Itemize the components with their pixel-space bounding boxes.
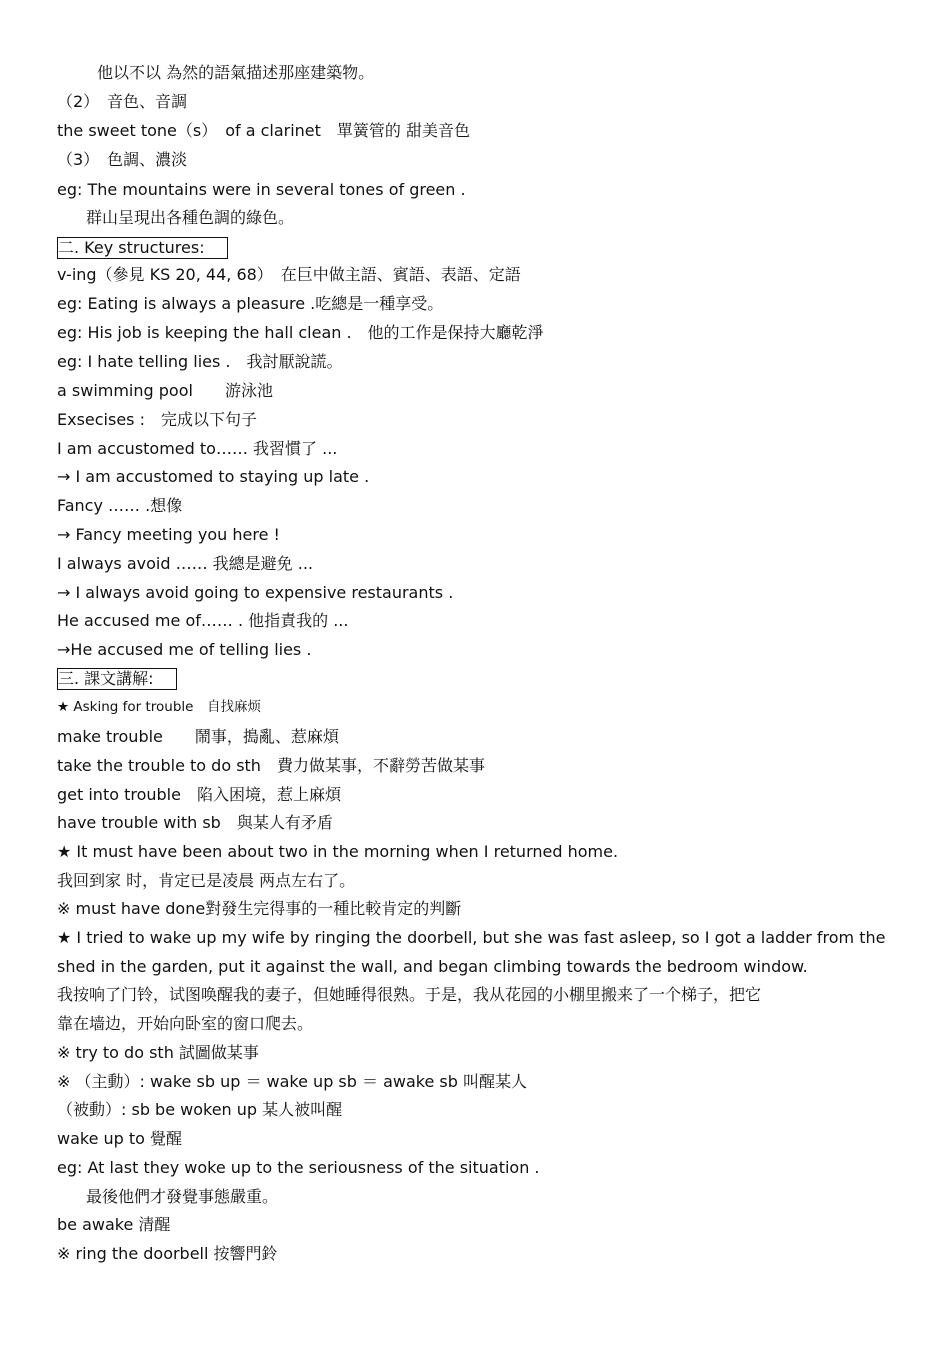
- text-line: get into trouble 陷入困境，惹上麻煩: [57, 785, 341, 804]
- sentence-line: ★ It must have been about two in the morning when I returned home.: [57, 842, 619, 861]
- text-line: Fancy …… .想像: [57, 496, 183, 515]
- text-line: be awake 清醒: [57, 1215, 171, 1234]
- text-line: I always avoid …… 我總是避免 ...: [57, 554, 314, 573]
- answer-line: →He accused me of telling lies .: [57, 640, 312, 659]
- example-line: eg: I hate telling lies . 我討厭說謊。: [57, 352, 343, 371]
- answer-line: → I am accustomed to staying up late .: [57, 467, 370, 486]
- boxed-heading: [57, 237, 228, 259]
- translation-line: 我回到家 时，肯定已是凌晨 两点左右了。: [57, 871, 356, 890]
- text-line: the sweet tone（s） of a clarinet 單簧管的 甜美音色: [57, 121, 471, 140]
- translation-line: 我按响了门铃，试图唤醒我的妻子，但她睡得很熟。于是，我从花园的小棚里搬来了一个梯子，把它: [57, 985, 762, 1004]
- example-line: eg: His job is keeping the hall clean . 他的工作是保持大廳乾淨: [57, 323, 544, 342]
- text-line: Exsecises : 完成以下句子: [57, 410, 257, 429]
- sentence-line: ★ I tried to wake up my wife by ringing the doorbell, but she was fast asleep, so I got a ladder from the: [57, 928, 886, 947]
- note-line: ※ try to do sth 試圖做某事: [57, 1043, 259, 1062]
- text-line: 他以不以 為然的語氣描述那座建築物。: [97, 63, 375, 82]
- translation-line: 群山呈現出各種色調的綠色。: [86, 208, 295, 227]
- translation-line: 最後他們才發覺事態嚴重。: [86, 1187, 279, 1206]
- topic-line: ★ Asking for trouble 自找麻烦: [57, 699, 261, 715]
- note-line: ※ （主動）: wake sb up ＝ wake up sb ＝ awake sb 叫醒某人: [57, 1072, 527, 1091]
- answer-line: → Fancy meeting you here !: [57, 525, 280, 544]
- answer-line: → I always avoid going to expensive restaurants .: [57, 583, 454, 602]
- text-line: I am accustomed to…… 我習慣了 ...: [57, 439, 338, 458]
- example-line: eg: At last they woke up to the seriousness of the situation .: [57, 1158, 540, 1177]
- text-line: He accused me of…… . 他指責我的 ...: [57, 611, 349, 630]
- section-heading: （3） 色調、濃淡: [57, 150, 188, 169]
- text-line: v-ing（參見 KS 20, 44, 68） 在巨中做主語、賓語、表語、定語: [57, 265, 521, 284]
- boxed-heading: [57, 668, 177, 690]
- lesson-explanation-heading: 三. 課文講解:: [57, 668, 177, 690]
- note-line: ※ must have done對發生完得事的一種比較肯定的判斷: [57, 899, 462, 918]
- example-line: eg: Eating is always a pleasure .吃總是一種享受。: [57, 294, 444, 313]
- text-line: take the trouble to do sth 費力做某事，不辭勞苦做某事: [57, 756, 485, 775]
- text-line: a swimming pool 游泳池: [57, 381, 273, 400]
- text-line: have trouble with sb 與某人有矛盾: [57, 813, 333, 832]
- text-line: make trouble 鬧事，搗亂、惹麻煩: [57, 727, 339, 746]
- note-line: ※ ring the doorbell 按響門鈴: [57, 1244, 278, 1263]
- sentence-line: shed in the garden, put it against the wall, and began climbing towards the bedroom window.: [57, 957, 808, 976]
- key-structures-heading: 二. Key structures:: [57, 237, 228, 259]
- translation-line: 靠在墙边，开始向卧室的窗口爬去。: [57, 1014, 314, 1033]
- text-line: （被動）: sb be woken up 某人被叫醒: [57, 1100, 343, 1119]
- section-heading: （2） 音色、音調: [57, 92, 188, 111]
- example-line: eg: The mountains were in several tones of green .: [57, 180, 466, 199]
- text-line: wake up to 覺醒: [57, 1129, 183, 1148]
